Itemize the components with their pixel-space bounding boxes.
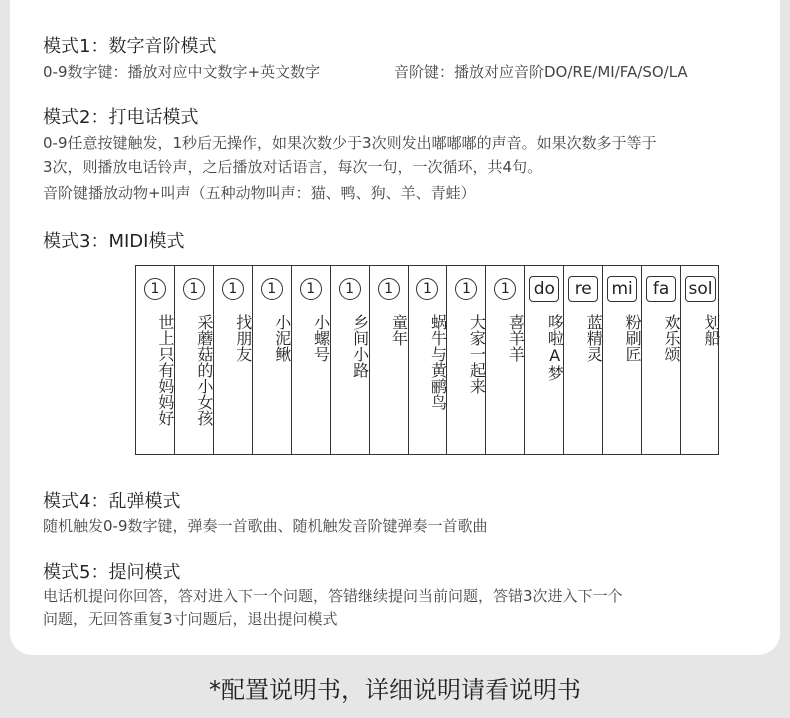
mode3-heading: 模式3：MIDI模式	[43, 231, 185, 252]
song-key-badge: re	[568, 276, 598, 302]
song-title: 哆啦A梦	[545, 314, 565, 381]
song-key-number: 1	[378, 278, 400, 300]
song-title: 乡间小路	[350, 314, 370, 378]
song-column	[409, 266, 448, 454]
song-column	[447, 266, 486, 454]
mode4-line-1: 随机触发0-9数字键，弹奏一首歌曲、随机触发音阶键弹奏一首歌曲	[43, 517, 488, 535]
song-key-number: 1	[222, 278, 244, 300]
song-column	[486, 266, 525, 454]
song-key-badge	[218, 276, 248, 302]
song-column	[253, 266, 292, 454]
song-title: 蓝精灵	[584, 314, 604, 362]
song-title: 世上只有妈妈好	[155, 314, 175, 426]
song-title: 采蘑菇的小女孩	[194, 314, 214, 426]
song-title: 小泥鳅	[272, 314, 292, 362]
song-title: 大家一起来	[467, 314, 487, 394]
mode2-line-3: 音阶键播放动物+叫声（五种动物叫声：猫、鸭、狗、羊、青蛙）	[43, 184, 476, 202]
song-column	[642, 266, 681, 454]
song-key-badge	[335, 276, 365, 302]
song-column	[681, 266, 720, 454]
song-key-badge	[296, 276, 326, 302]
song-key-badge	[374, 276, 404, 302]
song-column	[331, 266, 370, 454]
mode5-line-2: 问题，无回答重复3寸问题后，退出提问模式	[43, 610, 338, 628]
song-key-badge	[451, 276, 481, 302]
song-key-number: 1	[144, 278, 166, 300]
song-column	[214, 266, 253, 454]
song-column	[525, 266, 564, 454]
song-key-badge	[257, 276, 287, 302]
song-key-number: 1	[300, 278, 322, 300]
song-column	[603, 266, 642, 454]
mode1-scale-keys: 音阶键：播放对应音阶DO/RE/MI/FA/SO/LA	[394, 63, 688, 81]
song-key-number: 1	[339, 278, 361, 300]
song-key-badge	[179, 276, 209, 302]
song-key-badge	[140, 276, 170, 302]
song-title: 划船	[701, 314, 721, 346]
song-title: 粉刷匠	[623, 314, 643, 362]
mode4-heading: 模式4：乱弹模式	[43, 491, 181, 512]
song-title: 童年	[389, 314, 409, 346]
song-key-number: 1	[416, 278, 438, 300]
song-key-number: 1	[261, 278, 283, 300]
song-key-badge	[413, 276, 443, 302]
song-key-badge: do	[529, 276, 559, 302]
song-key-badge	[490, 276, 520, 302]
mode5-heading: 模式5：提问模式	[43, 562, 181, 583]
song-key-number: 1	[494, 278, 516, 300]
footer-note: *配置说明书，详细说明请看说明书	[209, 676, 581, 704]
song-title: 找朋友	[233, 314, 253, 362]
midi-song-table	[135, 265, 719, 455]
song-column	[370, 266, 409, 454]
song-title: 蜗牛与黄鹂鸟	[428, 314, 448, 410]
mode1-heading: 模式1：数字音阶模式	[43, 36, 217, 57]
song-column	[292, 266, 331, 454]
mode2-line-2: 3次，则播放电话铃声，之后播放对话语言，每次一句，一次循环，共4句。	[43, 158, 543, 176]
song-key-badge: sol	[685, 276, 716, 302]
song-column	[136, 266, 175, 454]
song-title: 欢乐颂	[662, 314, 682, 362]
song-key-badge: fa	[646, 276, 676, 302]
song-title: 喜羊羊	[506, 314, 526, 362]
mode1-digit-keys: 0-9数字键：播放对应中文数字+英文数字	[43, 63, 321, 81]
mode2-line-1: 0-9任意按键触发，1秒后无操作，如果次数少于3次则发出嘟嘟嘟的声音。如果次数多于等于	[43, 134, 657, 152]
song-title: 小螺号	[311, 314, 331, 362]
song-key-number: 1	[183, 278, 205, 300]
song-column	[564, 266, 603, 454]
song-column	[175, 266, 214, 454]
mode2-heading: 模式2：打电话模式	[43, 107, 199, 128]
song-key-badge: mi	[607, 276, 637, 302]
mode5-line-1: 电话机提问你回答，答对进入下一个问题，答错继续提问当前问题，答错3次进入下一个	[43, 587, 623, 605]
song-key-number: 1	[455, 278, 477, 300]
